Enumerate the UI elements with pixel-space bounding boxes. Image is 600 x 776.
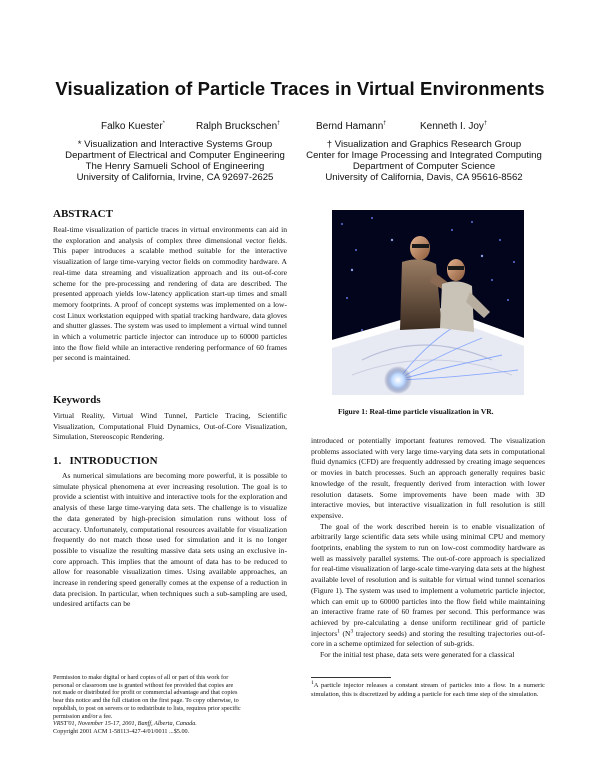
affiliation-line: University of California, Davis, CA 95616-8562 [325,172,523,183]
introduction-heading: 1. INTRODUCTION [53,455,158,467]
keywords-text [53,411,287,443]
keywords-heading: Keywords [53,394,101,406]
author-mark: * [162,120,165,127]
keywords-paragraph: Virtual Reality, Virtual Wind Tunnel, Particle Tracing, Scientific Visualization, Computational Fluid Dynamics, Out-of-Core Visualization, Simulation, Stereoscopic Rendering. [53,411,287,442]
abstract-paragraph: Real-time visualization of particle traces in virtual environments can aid in the exploration and analysis of complex three dimensional vector fields. This paper introduces a scalable method suitable for the interactive visualization of large time-varying vector fields on commodity hardware. A real-time data streaming and visualization approach and its out-of-core scheme for the pre-processing and rendering of data are described. The presented approach yields low-latency application start-up times and small memory footprints. A proof of concept systems was implemented on a low-cost Linux workstation equipped with spatial tracking hardware, data gloves and shutter glasses. The system was used to implement a virtual wind tunnel in which a volumetric particle injector can introduce up to 60000 particles into the flow field while an interactive rendering performance of 60 frames per second is maintained. [53,225,287,363]
permission-notice [53,674,241,736]
permission-line: not made or distributed for profit or commercial advantage and that copies [53,689,238,697]
permission-line: permission and/or a fee. [53,712,113,720]
permission-line: bear this notice and the full citation on the first page. To copy otherwise, to [53,697,239,705]
author-mark: † [277,120,281,127]
author-joy [420,121,487,132]
body-paragraph-goal [311,522,545,650]
affiliation-line: Department of Computer Science [352,161,496,172]
permission-line: republish, to post on servers or to redistribute to lists, requires prior specific [53,704,241,712]
body-paragraph: For the initial test phase, data sets were generated for a classical [320,650,515,660]
footnote-mark: 1 [311,679,314,686]
affiliation-right [298,139,550,183]
figure-vr-photo [332,210,524,395]
affiliation-line: Department of Electrical and Computer Engineering [65,150,285,161]
affiliation-left [55,139,295,183]
footnote [311,679,545,699]
conference-line: VRST'01, November 15-17, 2001, Banff, Alberta, Canada. [53,720,197,728]
author-name: Ralph Bruckschen [196,121,278,132]
author-hamann [316,121,386,132]
affiliation-line: University of California, Irvine, CA 92697-2625 [76,172,274,183]
exponent: 3 [350,628,354,635]
author-name: Bernd Hamann [316,121,384,132]
author-name: Kenneth I. Joy [420,121,484,132]
figure-caption: Figure 1: Real-time particle visualization in VR. [338,407,494,416]
body-text: trajectory seeds) and storing the resulting trajectories out-of-core in a scheme optimized for selection of sub-grids. [311,628,546,649]
body-text: The goal of the work described herein is to enable visualization of arbitrarily large scientific data sets while using minimal CPU and memory footprints, enabling the system to run on low-cost commodity hardware as well as massively parallel systems. The out-of-core approach is specialized for real-time visualization of large-scale time-varying data sets at the highest available level of resolution and is suitable for virtual wind tunnel scenarios (Figure 1). The system was used to implement a volumetric particle injector, which can emit up to 60000 particles into the flow field while maintaining an interactive frame rate of 60 frames per second. This performance was achieved by pre-calculating a dense uniform rectilinear grid of particle injectors [311,521,545,638]
abstract-text [53,225,287,364]
footnote-ref: 1 [337,628,340,635]
introduction-paragraph: As numerical simulations are becoming more powerful, it is possible to simulate physical phenomena at ever increasing resolution. The goal is to provide a scientist with intuitive and interactive tools for the exploration and analysis of these large time-varying data sets. The challenge is to visualize the data generated by high-precision simulation runs without loss of accuracy. Unfortunately, computational resources available for visualization frequently do not match those used for simulation and it is no longer possible to visualize the resulting massive data sets using an exclusive in-core approach. This implies that the amount of data has to be reduced to allow for reasonable visualization times. Using available approaches, an increase in rendering speed generally comes at the expense of a reduction in data precision. In particular, when techniques such a sub-sampling are used, undesired artifacts can be [53,471,287,609]
permission-line: Permission to make digital or hard copies of all or part of this work for [53,674,229,681]
copyright-line: Copyright 2001 ACM 1-58113-427-4/01/0011 ...$5.00. [53,727,190,735]
paper-title: Visualization of Particle Traces in Virtual Environments [55,78,545,99]
footnote-text: A particle injector releases a constant stream of particles into a flow. In a numeric simulation, this is discretized by adding a particle for each time step of the simulation. [311,682,545,698]
body-text: (N [342,628,351,638]
introduction-text [53,471,287,610]
author-kuester [101,121,165,132]
right-column-text [311,436,545,661]
affiliation-line: † Visualization and Graphics Research Group [326,139,522,150]
affiliation-line: * Visualization and Interactive Systems Group [77,139,273,150]
body-paragraph: introduced or potentially important features removed. The visualization problems associated with very large time-varying data sets in computational fluid dynamics (CFD) are frequently addressed by creating image sequences or movies in batch processes. Such an approach generally requires basic knowledge of the result, frequently derived from interaction with lower resolution datasets. Some improvements have been made with 3D interactive movies, but interactive visualization in full resolution is still expensive. [311,436,545,520]
affiliation-line: Center for Image Processing and Integrated Computing [306,150,542,161]
author-mark: † [483,120,487,127]
abstract-heading: ABSTRACT [53,208,113,220]
author-name: Falko Kuester [101,121,163,132]
author-mark: † [383,120,387,127]
author-bruckschen [196,121,280,132]
footnote-rule [311,677,391,678]
affiliation-line: The Henry Samueli School of Engineering [85,161,265,172]
permission-line: personal or classroom use is granted without fee provided that copies are [53,681,234,689]
